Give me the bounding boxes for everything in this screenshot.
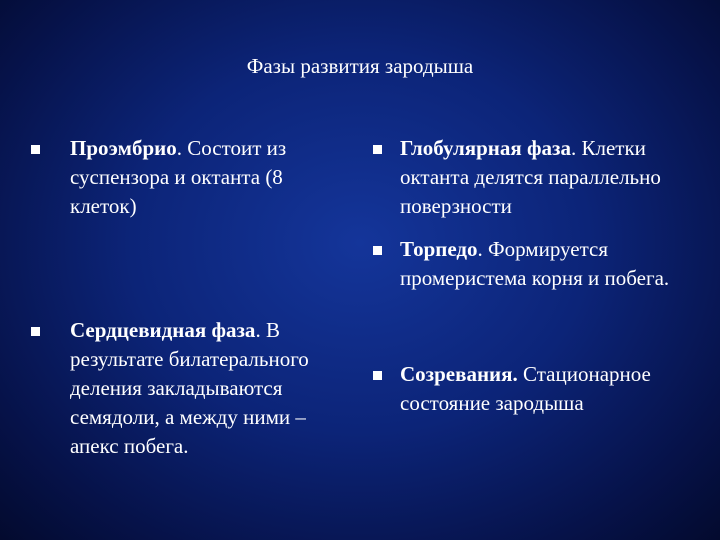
description-text: . Формируется промеристема корня и побега.: [400, 237, 670, 290]
description-text: . Клетки октанта делятся параллельно поверзности: [400, 136, 661, 218]
term-label: Торпедо: [400, 237, 478, 261]
list-item-heart-stage: [70, 316, 345, 461]
list-item-torpedo: [400, 235, 690, 293]
list-item-proembryo: [70, 134, 345, 221]
bullet-icon: [373, 145, 382, 154]
term-label: Сердцевидная фаза: [70, 318, 256, 342]
description-text: . Состоит из суспензора и октанта (8 клеток): [70, 136, 287, 218]
bullet-icon: [31, 145, 40, 154]
bullet-icon: [31, 327, 40, 336]
term-label: Созревания.: [400, 362, 518, 386]
description-text: Стационарное состояние зародыша: [400, 362, 651, 415]
bullet-icon: [373, 371, 382, 380]
list-item-maturation: [400, 360, 690, 418]
term-label: Глобулярная фаза: [400, 136, 571, 160]
term-label: Проэмбрио: [70, 136, 177, 160]
list-item-globular-stage: [400, 134, 690, 221]
slide-title: Фазы развития зародыша: [246, 54, 474, 78]
bullet-icon: [373, 246, 382, 255]
description-text: . В результате билатерального деления закладываются семядоли, а между ними – апекс побега.: [70, 318, 309, 458]
